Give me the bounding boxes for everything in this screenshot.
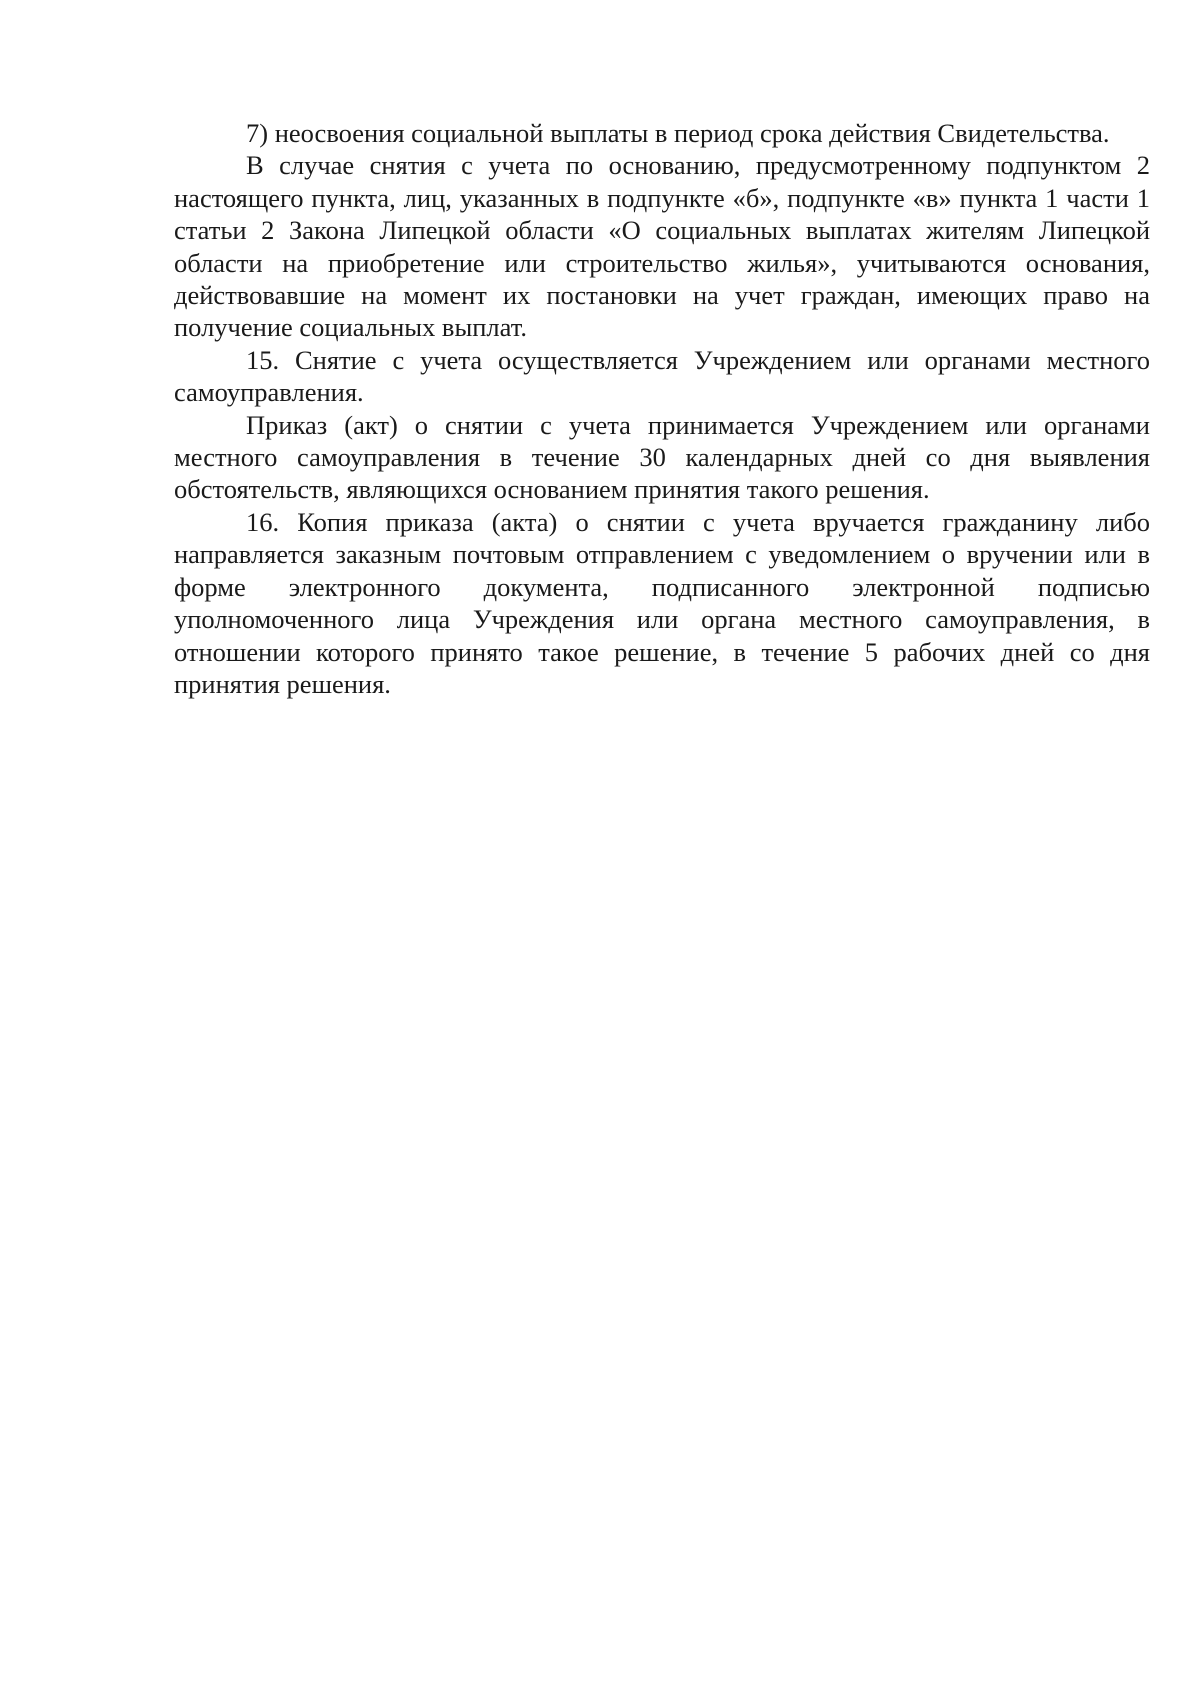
paragraph-15-deregistration-authority: 15. Снятие с учета осуществляется Учреждением или органами местного самоуправления.: [174, 344, 1150, 408]
document-body: [174, 117, 1150, 700]
paragraph-item-7-unused-payment: 7) неосвоения социальной выплаты в период срока действия Свидетельства.: [246, 118, 1110, 148]
paragraph-16-order-copy-delivery: 16. Копия приказа (акта) о снятии с учета вручается гражданину либо направляется заказным почтовым отправлением с уведомлением о вручении или в форме электронного документа, подписанного электронной подписью уполномоченного лица Учреждения или органа местного самоуправления, в отношении которого принято такое решение, в течение 5 рабочих дней со дня принятия решения.: [174, 506, 1150, 699]
paragraph-deregistration-order: Приказ (акт) о снятии с учета принимается Учреждением или органами местного самоуправления в течение 30 календарных дней со дня выявления обстоятельств, являющихся основанием принятия такого решения.: [174, 409, 1150, 505]
paragraph-deregistration-grounds: В случае снятия с учета по основанию, предусмотренному подпунктом 2 настоящего пункта, лиц, указанных в подпункте «б», подпункте «в» пункта 1 части 1 статьи 2 Закона Липецкой области «О социальных выплатах жителям Липецкой области на приобретение или строительство жилья», учитываются основания, действовавшие на момент их постановки на учет граждан, имеющих право на получение социальных выплат.: [174, 150, 1150, 343]
